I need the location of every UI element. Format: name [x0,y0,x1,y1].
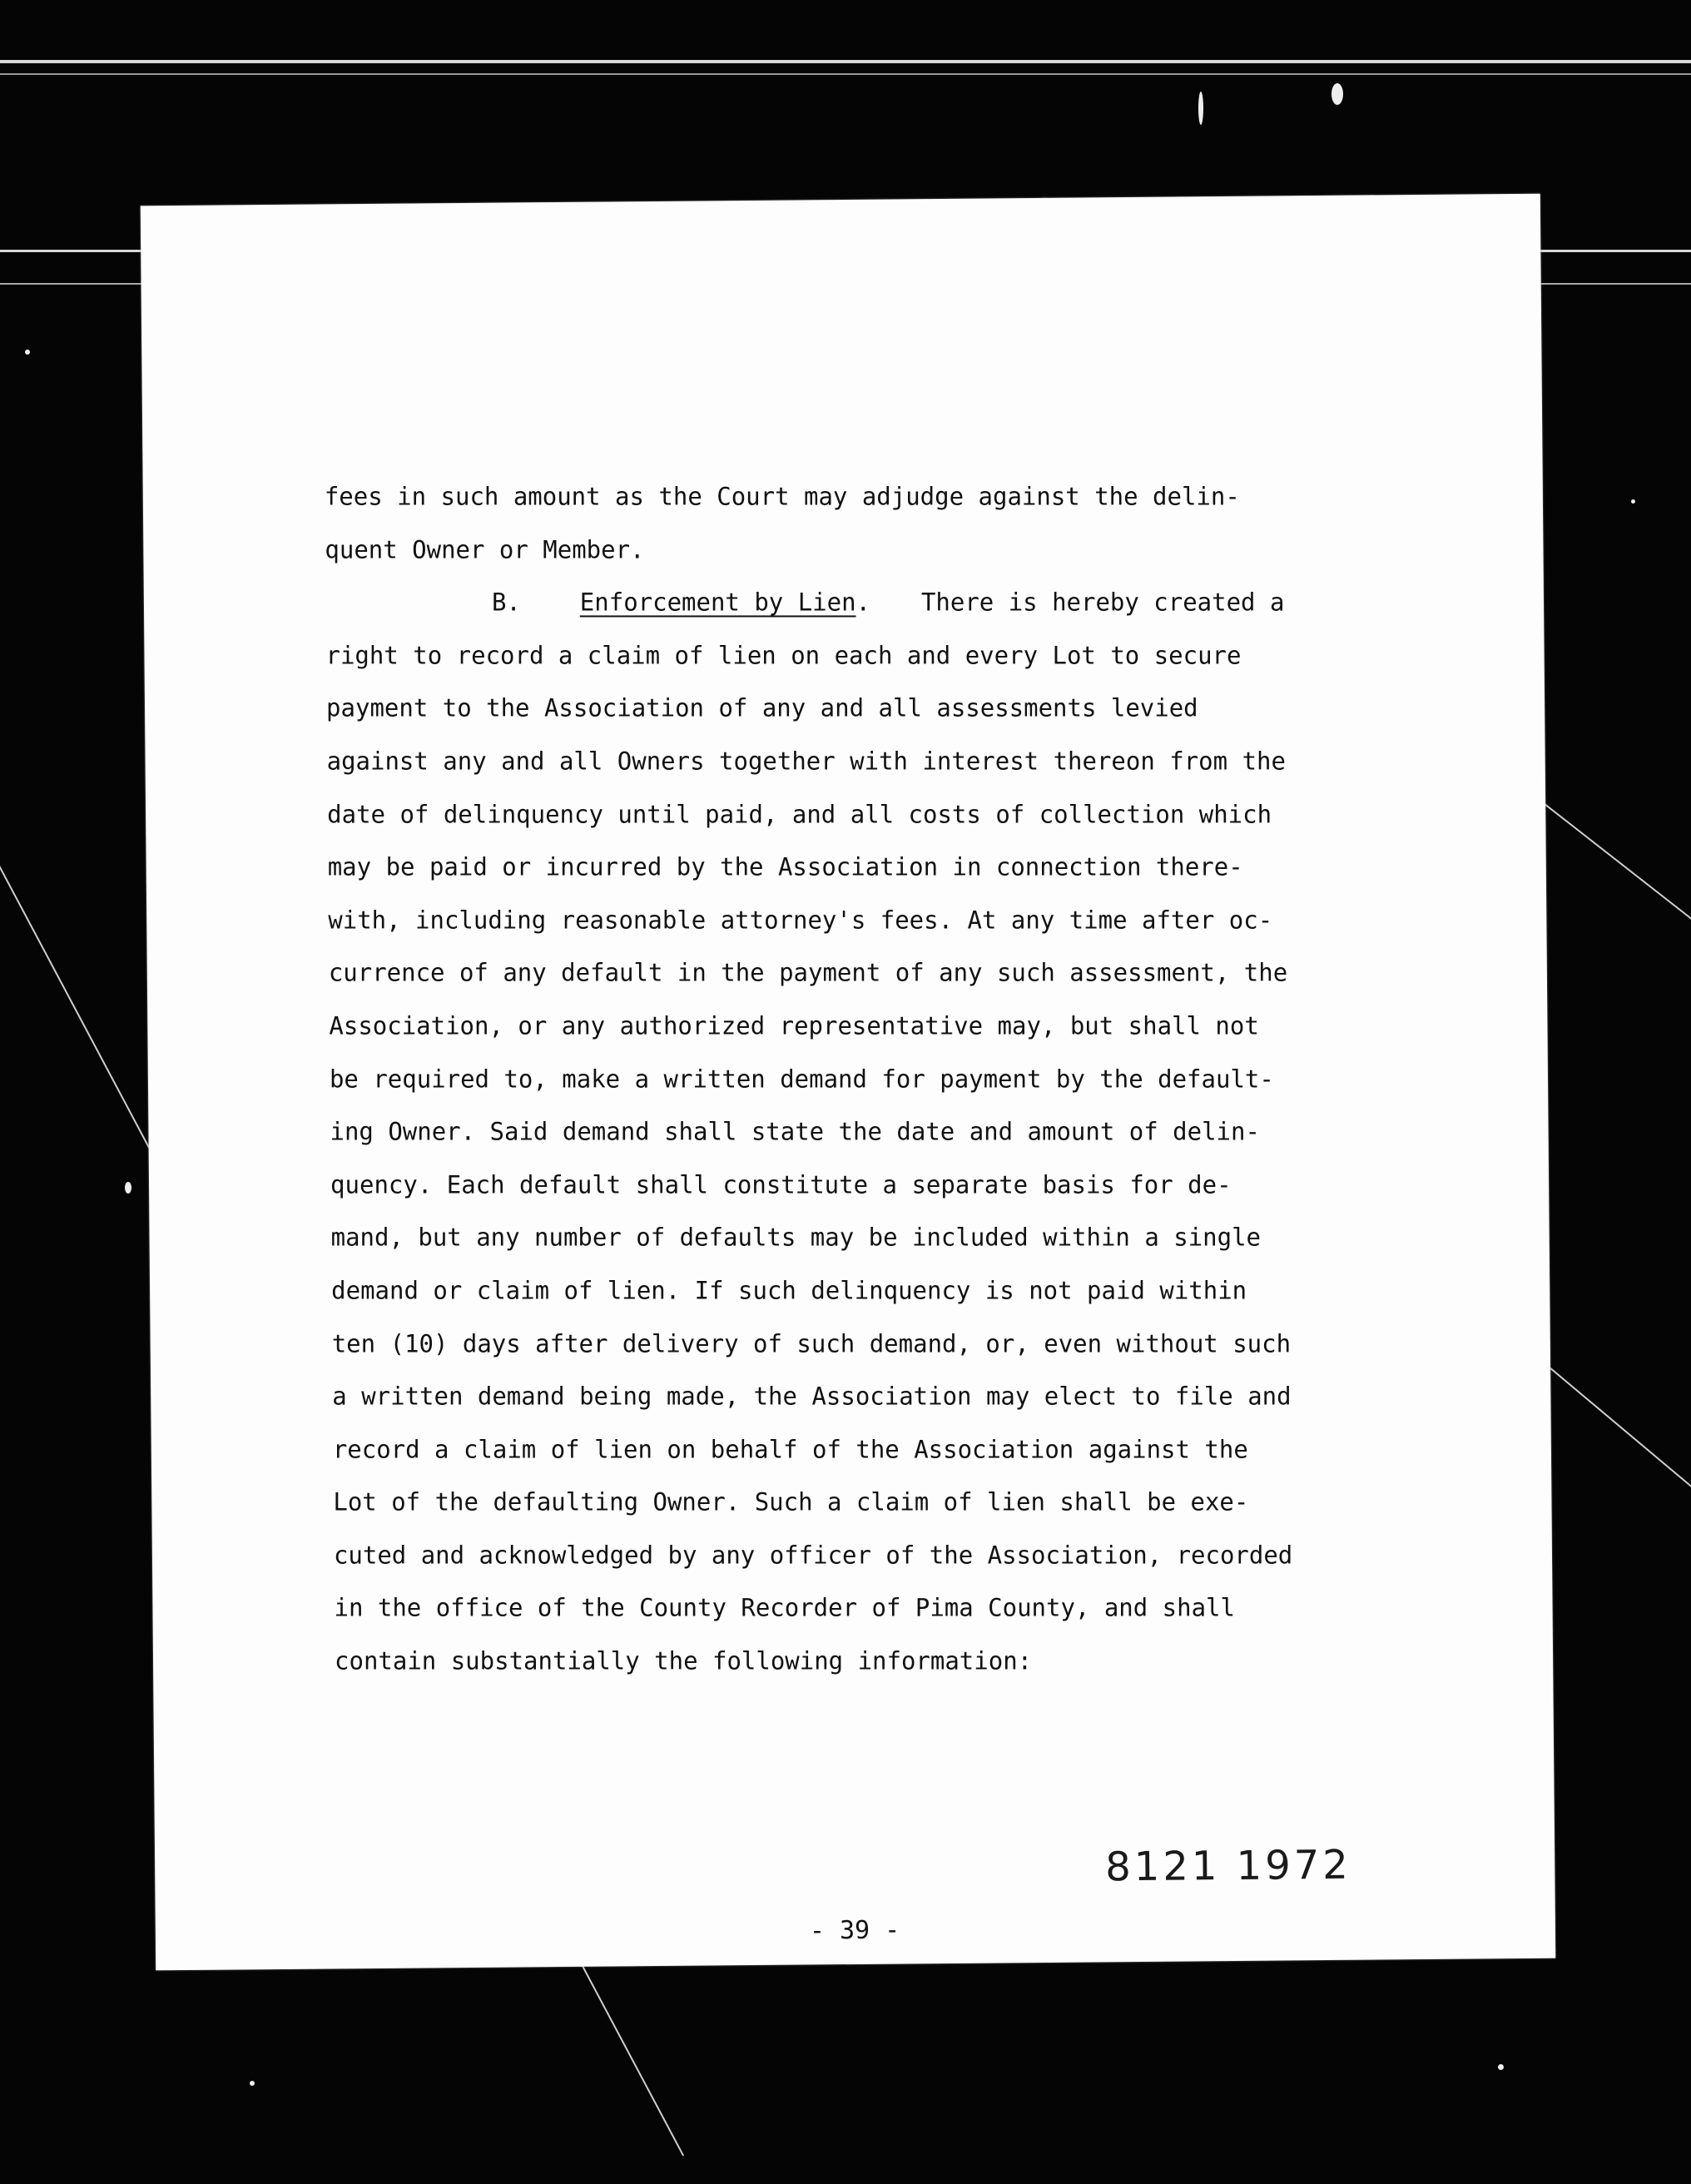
dust-speck [250,2081,255,2086]
text-line: record a claim of lien on behalf of the Association against the [332,1435,1248,1464]
document-page [141,194,1555,1971]
text-line: with, including reasonable attorney's fees. At any time after oc- [328,906,1273,935]
dust-speck [1331,83,1343,105]
text-line: right to record a claim of lien on each and every Lot to secure [325,641,1242,670]
page-number: - 39 - [809,1915,900,1946]
text-line: ten (10) days after delivery of such demand, or, even without such [331,1328,1292,1358]
film-edge-line [0,60,1691,63]
dust-speck [1198,92,1203,125]
body-text [325,460,1542,1688]
text-line: mand, but any number of defaults may be included within a single [330,1223,1262,1252]
text-line: Lot of the defaulting Owner. Such a claim of lien shall be exe- [333,1487,1249,1516]
text-line: contain substantially the following information: [335,1646,1033,1675]
text-line: payment to the Association of any and all assessments levied [326,693,1198,722]
section-label: B. [491,588,521,617]
text-line: cuted and acknowledged by any officer of the Association, recorded [333,1541,1293,1570]
film-scratch [1539,799,1691,934]
film-edge-line [0,73,1691,75]
section-b-heading-line [325,577,1532,630]
text-line: date of delinquency until paid, and all costs of collection which [327,800,1272,829]
dust-speck [125,1182,131,1194]
text-line: a written demand being made, the Association may elect to file and [332,1382,1292,1411]
text-line: be required to, make a written demand for payment by the default- [329,1064,1274,1093]
text-line: may be paid or incurred by the Association in connection there- [327,852,1243,881]
section-lead-text: There is hereby created a [920,588,1285,617]
dust-speck [1631,499,1635,504]
text-line: in the office of the County Recorder of Pima County, and shall [334,1593,1235,1622]
text-line: demand or claim of lien. If such delinquency is not paid within [331,1276,1247,1305]
section-heading-period: . [855,588,871,617]
text-line: quent Owner or Member. [325,535,645,564]
dust-speck [1498,2064,1504,2070]
film-scratch [0,866,164,1175]
text-line: quency. Each default shall constitute a separate basis for de- [330,1170,1232,1199]
text-line: against any and all Owners together with interest thereon from the [326,747,1286,776]
text-line: Association, or any authorized representative may, but shall not [329,1011,1259,1040]
text-line: ing Owner. Said demand shall state the date and amount of delin- [330,1117,1260,1146]
film-scratch [1547,1365,1691,1495]
recording-stamp: 8121 1972 [1104,1841,1352,1891]
section-heading: Enforcement by Lien [579,588,856,617]
text-line: fees in such amount as the Court may adjudge against the delin- [324,482,1240,511]
dust-speck [25,350,30,355]
text-line: currence of any default in the payment of any such assessment, the [328,958,1288,987]
film-scratch [581,1964,684,2157]
